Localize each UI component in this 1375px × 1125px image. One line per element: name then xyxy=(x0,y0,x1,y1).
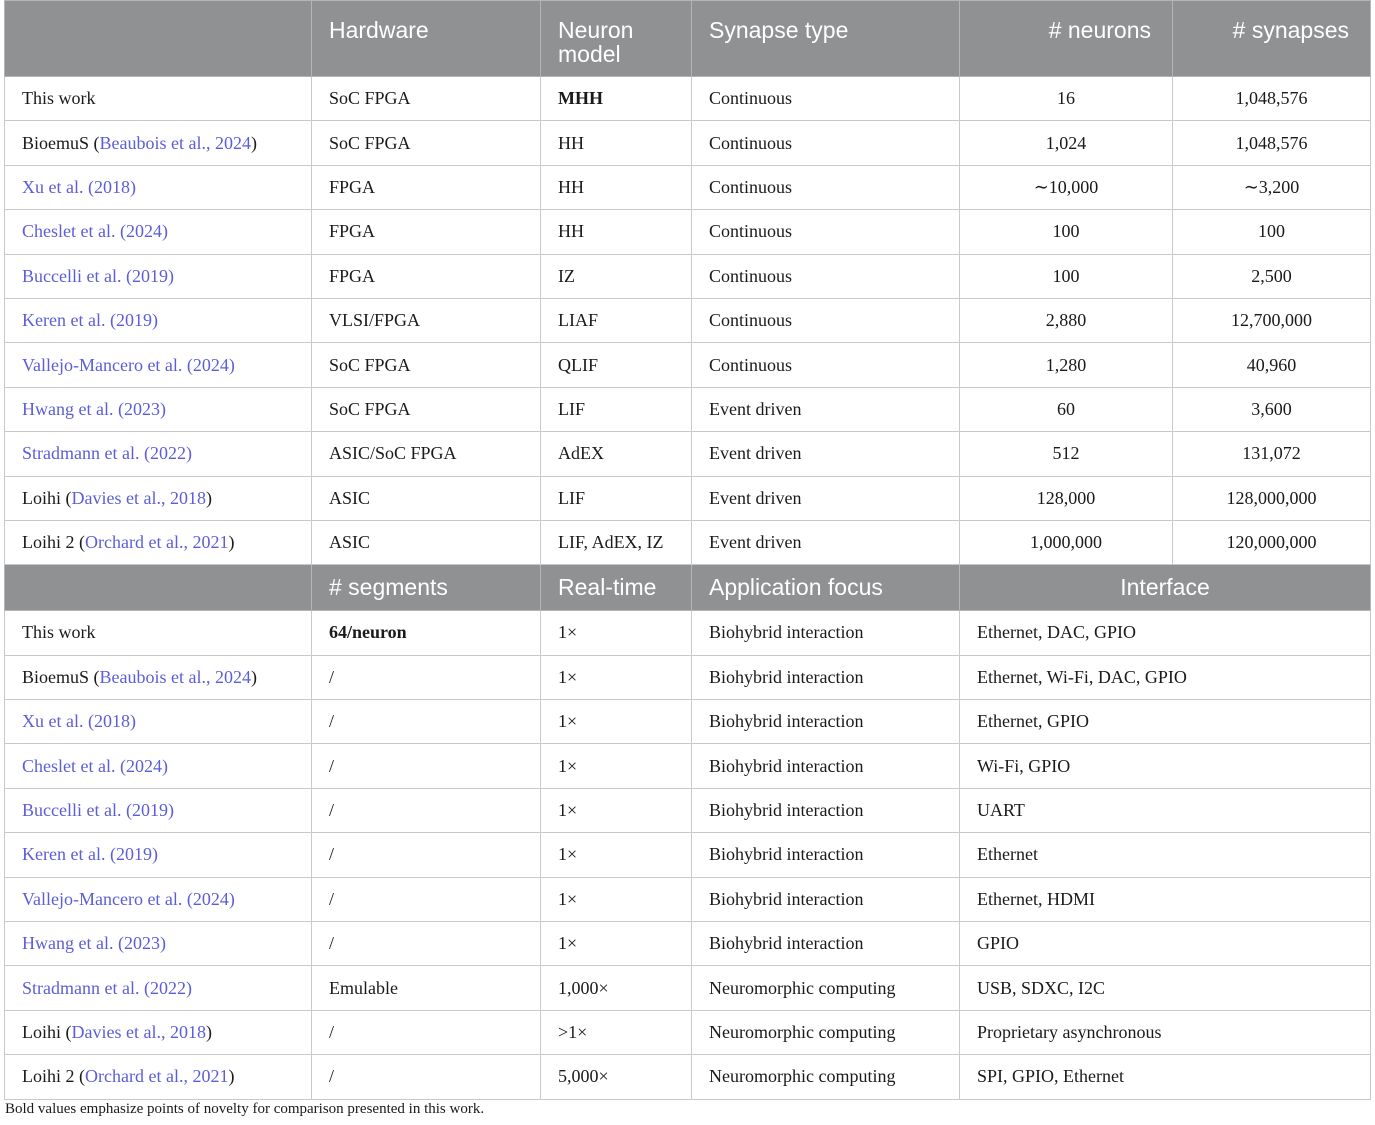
citation-link[interactable]: Orchard et al., 2021 xyxy=(85,1066,229,1087)
neurons-count-cell: 1,280 xyxy=(960,343,1173,387)
table-body-top xyxy=(5,77,1371,565)
study-cell xyxy=(5,210,312,254)
neuron-model-cell: HH xyxy=(541,210,692,254)
table-row xyxy=(5,432,1371,476)
table-row xyxy=(5,1010,1371,1054)
study-cell xyxy=(5,520,312,564)
table-row xyxy=(5,833,1371,877)
table-row xyxy=(5,298,1371,342)
hardware-cell: FPGA xyxy=(312,165,541,209)
citation-link[interactable]: Xu et al. (2018) xyxy=(22,176,136,197)
segments-cell: / xyxy=(312,788,541,832)
citation-link[interactable]: Hwang et al. (2023) xyxy=(22,933,166,954)
interface-cell: Proprietary asynchronous xyxy=(960,1010,1371,1054)
real-time-cell: 1× xyxy=(541,833,692,877)
neuron-model-cell: LIF xyxy=(541,387,692,431)
segments-cell: / xyxy=(312,1010,541,1054)
study-cell xyxy=(5,655,312,699)
study-cell xyxy=(5,788,312,832)
synapse-type-cell: Continuous xyxy=(692,254,960,298)
interface-cell: USB, SDXC, I2C xyxy=(960,966,1371,1010)
study-cell xyxy=(5,432,312,476)
study-cell xyxy=(5,700,312,744)
neurons-count-cell: 128,000 xyxy=(960,476,1173,520)
citation-link[interactable]: Buccelli et al. (2019) xyxy=(22,800,174,821)
header-cell-synapse-type: Synapse type xyxy=(692,1,960,77)
application-focus-cell: Biohybrid interaction xyxy=(692,700,960,744)
segments-cell: / xyxy=(312,700,541,744)
synapses-count-cell: ∼3,200 xyxy=(1173,165,1371,209)
study-label-suffix: ) xyxy=(205,1022,212,1042)
interface-cell: SPI, GPIO, Ethernet xyxy=(960,1055,1371,1099)
table-row xyxy=(5,1055,1371,1099)
hardware-cell: FPGA xyxy=(312,210,541,254)
neurons-count-cell: 60 xyxy=(960,387,1173,431)
application-focus-cell: Neuromorphic computing xyxy=(692,1010,960,1054)
table-footnote: Bold values emphasize points of novelty for comparison presented in this work. xyxy=(5,1101,485,1117)
real-time-cell: 1× xyxy=(541,788,692,832)
citation-link[interactable]: Xu et al. (2018) xyxy=(22,711,136,732)
real-time-cell: >1× xyxy=(541,1010,692,1054)
neuron-model-cell: QLIF xyxy=(541,343,692,387)
header-cell-synapses: # synapses xyxy=(1173,1,1371,77)
application-focus-cell: Biohybrid interaction xyxy=(692,922,960,966)
interface-cell: Ethernet, Wi-Fi, DAC, GPIO xyxy=(960,655,1371,699)
study-label: Loihi ( xyxy=(22,1022,72,1042)
application-focus-cell: Biohybrid interaction xyxy=(692,744,960,788)
hardware-cell: SoC FPGA xyxy=(312,343,541,387)
header-cell-interface: Interface xyxy=(960,565,1371,611)
table-row xyxy=(5,387,1371,431)
neuron-model-cell: LIF xyxy=(541,476,692,520)
study-cell xyxy=(5,298,312,342)
neuron-model-cell: LIF, AdEX, IZ xyxy=(541,520,692,564)
real-time-cell: 1,000× xyxy=(541,966,692,1010)
header-neuron-line2: model xyxy=(558,41,621,67)
table-row xyxy=(5,655,1371,699)
table-row xyxy=(5,121,1371,165)
synapses-count-cell: 100 xyxy=(1173,210,1371,254)
table-row xyxy=(5,77,1371,121)
segments-cell: Emulable xyxy=(312,966,541,1010)
neuron-model-cell: HH xyxy=(541,165,692,209)
interface-cell: Ethernet, DAC, GPIO xyxy=(960,611,1371,655)
comparison-table xyxy=(4,0,1371,1100)
hardware-cell: SoC FPGA xyxy=(312,387,541,431)
interface-cell: Ethernet xyxy=(960,833,1371,877)
segments-cell: / xyxy=(312,922,541,966)
study-label: This work xyxy=(22,622,96,643)
segments-cell: / xyxy=(312,833,541,877)
synapses-count-cell: 1,048,576 xyxy=(1173,121,1371,165)
neurons-count-cell: 100 xyxy=(960,254,1173,298)
synapse-type-cell: Continuous xyxy=(692,165,960,209)
application-focus-cell: Biohybrid interaction xyxy=(692,833,960,877)
hardware-cell: VLSI/FPGA xyxy=(312,298,541,342)
table-row xyxy=(5,254,1371,298)
table-row xyxy=(5,922,1371,966)
study-cell xyxy=(5,254,312,298)
study-label-suffix: ) xyxy=(205,487,212,508)
application-focus-cell: Biohybrid interaction xyxy=(692,788,960,832)
citation-link[interactable]: Davies et al., 2018 xyxy=(71,487,206,508)
neuron-model-cell: LIAF xyxy=(541,298,692,342)
study-cell xyxy=(5,77,312,121)
table-row xyxy=(5,210,1371,254)
study-cell xyxy=(5,877,312,921)
table-row xyxy=(5,966,1371,1010)
study-label-suffix: ) xyxy=(251,132,257,153)
real-time-cell: 1× xyxy=(541,922,692,966)
study-cell xyxy=(5,343,312,387)
header-cell-neuron-model xyxy=(541,1,692,77)
study-cell xyxy=(5,387,312,431)
neurons-count-cell: ∼10,000 xyxy=(960,165,1173,209)
citation-link[interactable]: Vallejo-Mancero et al. (2024) xyxy=(22,888,235,909)
synapses-count-cell: 131,072 xyxy=(1173,432,1371,476)
study-cell xyxy=(5,744,312,788)
synapse-type-cell: Event driven xyxy=(692,387,960,431)
header-cell-hardware: Hardware xyxy=(312,1,541,77)
study-label-suffix: ) xyxy=(228,1066,235,1087)
neurons-count-cell: 1,000,000 xyxy=(960,520,1173,564)
application-focus-cell: Biohybrid interaction xyxy=(692,611,960,655)
neuron-model-cell: MHH xyxy=(541,77,692,121)
neuron-model-cell: IZ xyxy=(541,254,692,298)
neuron-model-cell: HH xyxy=(541,121,692,165)
application-focus-cell: Biohybrid interaction xyxy=(692,877,960,921)
neurons-count-cell: 2,880 xyxy=(960,298,1173,342)
interface-cell: Ethernet, GPIO xyxy=(960,700,1371,744)
table-row xyxy=(5,343,1371,387)
neurons-count-cell: 16 xyxy=(960,77,1173,121)
study-label: This work xyxy=(22,88,96,109)
neuron-model-cell: AdEX xyxy=(541,432,692,476)
hardware-cell: ASIC xyxy=(312,476,541,520)
header-cell-neurons: # neurons xyxy=(960,1,1173,77)
citation-link[interactable]: Orchard et al., 2021 xyxy=(85,532,229,553)
header-cell-real-time: Real-time xyxy=(541,565,692,611)
table-body-bottom xyxy=(5,611,1371,1099)
table-row xyxy=(5,611,1371,655)
synapses-count-cell: 120,000,000 xyxy=(1173,520,1371,564)
synapse-type-cell: Event driven xyxy=(692,432,960,476)
real-time-cell: 1× xyxy=(541,877,692,921)
synapse-type-cell: Continuous xyxy=(692,298,960,342)
neurons-count-cell: 100 xyxy=(960,210,1173,254)
header-cell-study xyxy=(5,1,312,77)
real-time-cell: 1× xyxy=(541,744,692,788)
header-cell-segments: # segments xyxy=(312,565,541,611)
header-cell-study-2 xyxy=(5,565,312,611)
study-cell xyxy=(5,1055,312,1099)
segments-cell: / xyxy=(312,1055,541,1099)
synapse-type-cell: Continuous xyxy=(692,343,960,387)
citation-link[interactable]: Keren et al. (2019) xyxy=(22,310,158,331)
header-cell-application-focus: Application focus xyxy=(692,565,960,611)
citation-link[interactable]: Beaubois et al., 2024 xyxy=(99,666,251,687)
interface-cell: UART xyxy=(960,788,1371,832)
hardware-cell: SoC FPGA xyxy=(312,121,541,165)
interface-cell: Wi-Fi, GPIO xyxy=(960,744,1371,788)
study-cell xyxy=(5,966,312,1010)
citation-link[interactable]: Hwang et al. (2023) xyxy=(22,398,166,419)
synapses-count-cell: 128,000,000 xyxy=(1173,476,1371,520)
hardware-cell: ASIC xyxy=(312,520,541,564)
study-label-suffix: ) xyxy=(228,532,235,553)
table-row xyxy=(5,877,1371,921)
citation-link[interactable]: Cheslet et al. (2024) xyxy=(22,755,168,776)
header-neuron-line1: Neuron xyxy=(558,17,634,43)
synapses-count-cell: 40,960 xyxy=(1173,343,1371,387)
study-label: BioemuS ( xyxy=(22,132,100,153)
study-cell xyxy=(5,121,312,165)
segments-cell: / xyxy=(312,655,541,699)
citation-link[interactable]: Keren et al. (2019) xyxy=(22,844,158,865)
study-label: BioemuS ( xyxy=(22,666,100,687)
study-cell xyxy=(5,1010,312,1054)
study-cell xyxy=(5,165,312,209)
study-label: Loihi 2 ( xyxy=(22,1066,85,1087)
real-time-cell: 5,000× xyxy=(541,1055,692,1099)
citation-link[interactable]: Davies et al., 2018 xyxy=(71,1022,206,1042)
citation-link[interactable]: Beaubois et al., 2024 xyxy=(99,132,251,153)
neurons-count-cell: 1,024 xyxy=(960,121,1173,165)
citation-link[interactable]: Buccelli et al. (2019) xyxy=(22,265,174,286)
interface-cell: Ethernet, HDMI xyxy=(960,877,1371,921)
table-row xyxy=(5,165,1371,209)
hardware-cell: ASIC/SoC FPGA xyxy=(312,432,541,476)
table-row xyxy=(5,700,1371,744)
synapse-type-cell: Continuous xyxy=(692,121,960,165)
synapse-type-cell: Continuous xyxy=(692,77,960,121)
real-time-cell: 1× xyxy=(541,611,692,655)
table-header-bottom xyxy=(5,565,1371,611)
synapses-count-cell: 2,500 xyxy=(1173,254,1371,298)
segments-cell: 64/neuron xyxy=(312,611,541,655)
table-row xyxy=(5,476,1371,520)
citation-link[interactable]: Stradmann et al. (2022) xyxy=(22,443,192,464)
citation-link[interactable]: Stradmann et al. (2022) xyxy=(22,977,192,998)
table-row xyxy=(5,788,1371,832)
study-cell xyxy=(5,833,312,877)
synapses-count-cell: 12,700,000 xyxy=(1173,298,1371,342)
table-header-top xyxy=(5,1,1371,77)
study-cell xyxy=(5,476,312,520)
interface-cell: GPIO xyxy=(960,922,1371,966)
study-label-suffix: ) xyxy=(251,666,257,687)
neurons-count-cell: 512 xyxy=(960,432,1173,476)
hardware-cell: FPGA xyxy=(312,254,541,298)
segments-cell: / xyxy=(312,744,541,788)
synapses-count-cell: 1,048,576 xyxy=(1173,77,1371,121)
table-row xyxy=(5,744,1371,788)
table-row xyxy=(5,520,1371,564)
synapse-type-cell: Event driven xyxy=(692,476,960,520)
real-time-cell: 1× xyxy=(541,700,692,744)
real-time-cell: 1× xyxy=(541,655,692,699)
application-focus-cell: Biohybrid interaction xyxy=(692,655,960,699)
study-cell xyxy=(5,922,312,966)
study-cell xyxy=(5,611,312,655)
synapse-type-cell: Continuous xyxy=(692,210,960,254)
segments-cell: / xyxy=(312,877,541,921)
hardware-cell: SoC FPGA xyxy=(312,77,541,121)
application-focus-cell: Neuromorphic computing xyxy=(692,1055,960,1099)
synapses-count-cell: 3,600 xyxy=(1173,387,1371,431)
citation-link[interactable]: Cheslet et al. (2024) xyxy=(22,221,168,242)
study-label: Loihi 2 ( xyxy=(22,532,85,553)
study-label: Loihi ( xyxy=(22,487,72,508)
application-focus-cell: Neuromorphic computing xyxy=(692,966,960,1010)
synapse-type-cell: Event driven xyxy=(692,520,960,564)
citation-link[interactable]: Vallejo-Mancero et al. (2024) xyxy=(22,354,235,375)
